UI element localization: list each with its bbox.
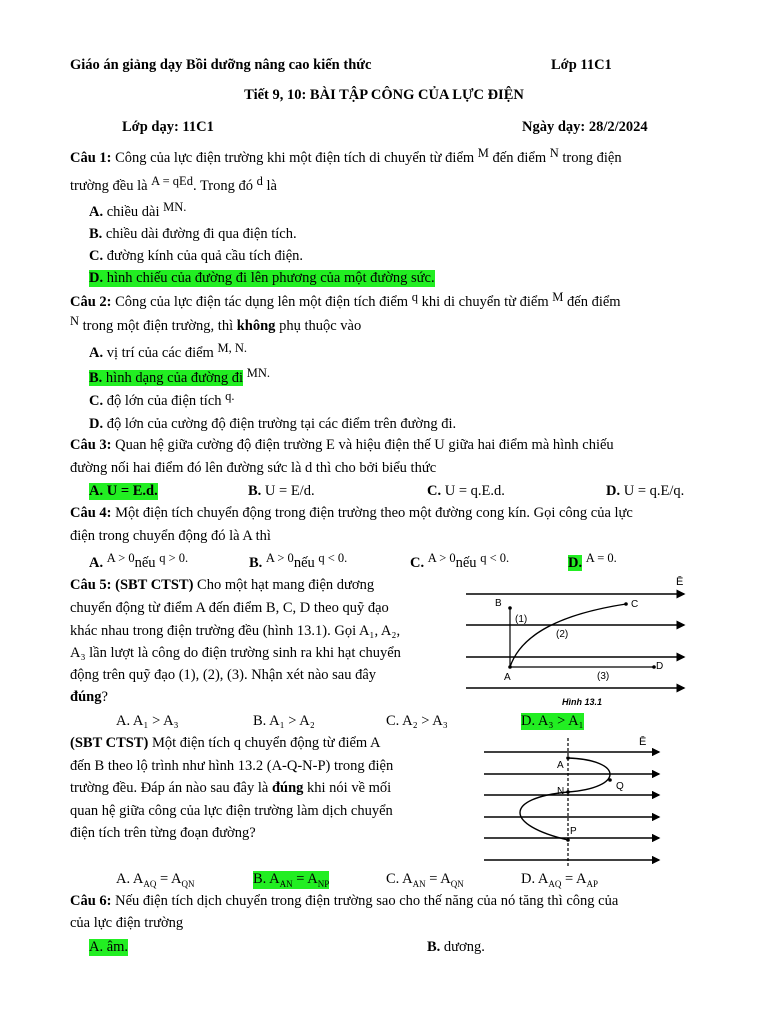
q6-option-a[interactable]: A. âm.: [89, 939, 129, 955]
q3-line1: Câu 3: Quan hệ giữa cường độ điện trường E và hiệu điện thế U giữa hai điểm mà hình chiếu: [70, 437, 614, 453]
fig1-label-e: Ē: [676, 576, 684, 588]
q1-option-d[interactable]: D. hình chiếu của đường đi lên phương của một đường sức.: [89, 270, 435, 286]
fig2-label-q: Q: [616, 781, 624, 792]
class-label: Lớp dạy: 11C1: [122, 119, 214, 135]
q4-option-a[interactable]: A. A > 0nếu q > 0.: [89, 551, 189, 571]
q2-option-c[interactable]: C. độ lớn của điện tích q.: [89, 389, 235, 409]
date-label: Ngày dạy: 28/2/2024: [522, 119, 648, 135]
q3-option-b[interactable]: B. U = E/d.: [248, 483, 315, 499]
q3-line2: đường nối hai điểm đó lên đường sức là d thì cho bởi biểu thức: [70, 460, 437, 476]
fig2-label-p: P: [570, 826, 577, 837]
q5b-option-c[interactable]: C. $A_{AN} = A_{QN}$: [386, 871, 464, 889]
q1-line1: Câu 1: Công của lực điện trường khi một điện tích di chuyển từ điểm M đến điểm N trong điện: [70, 146, 622, 166]
fig2-label-a: A: [557, 760, 564, 771]
q4-option-c[interactable]: C. A > 0nếu q < 0.: [410, 551, 510, 571]
q5-option-c[interactable]: C. A₂ > A₃: [386, 713, 448, 729]
fig2-label-n: N: [557, 786, 565, 797]
q5-option-b[interactable]: B. A₁ > A₂: [253, 713, 315, 729]
q5b-option-a[interactable]: A. $A_{AQ} = A_{QN}$: [116, 871, 195, 889]
fig1-label-a: A: [504, 672, 511, 683]
fig1-label-c: C: [631, 599, 639, 610]
q3-option-c[interactable]: C. U = q.E.d.: [427, 483, 505, 499]
q4-option-b[interactable]: B. A > 0nếu q < 0.: [249, 551, 348, 571]
q6-line1: Câu 6: Nếu điện tích dịch chuyển trong điện trường sao cho thế năng của nó tăng thì công của: [70, 893, 619, 909]
q3-option-a[interactable]: A. U = E.d.: [89, 483, 158, 499]
q5-option-a[interactable]: A. A₁ > A₃: [116, 713, 179, 729]
header-right: Lớp 11C1: [551, 57, 612, 73]
figure-13-1: [466, 574, 696, 710]
q1-line2: trường đều là A = qEd. Trong đó d là: [70, 174, 277, 194]
q5-line2: chuyển động từ điểm A đến điểm B, C, D theo quỹ đạo: [70, 600, 389, 616]
q4-option-d[interactable]: D. A = 0.: [568, 551, 617, 571]
q5-line3: khác nhau trong điện trường đều (hình 13.1). Gọi A₁, A₂,: [70, 623, 401, 639]
q5-line1: Câu 5: (SBT CTST) Cho một hạt mang điện dương: [70, 577, 375, 593]
fig1-label-d: D: [656, 661, 664, 672]
q2-line2: N trong một điện trường, thì không phụ thuộc vào: [70, 314, 362, 334]
q2-option-d[interactable]: D. độ lớn của cường độ điện trường tại các điểm trên đường đi.: [89, 416, 457, 432]
fig1-label-b: B: [495, 598, 502, 609]
q1-option-a[interactable]: A. chiều dài MN.: [89, 200, 187, 220]
fig1-path-1: (1): [515, 614, 528, 625]
q1-option-b[interactable]: B. chiều dài đường đi qua điện tích.: [89, 226, 297, 242]
q5-line5: động trên quỹ đạo (1), (2), (3). Nhận xét nào sau đây: [70, 667, 377, 683]
fig2-label-e: Ē: [639, 736, 647, 748]
fig1-path-3: (3): [597, 671, 610, 682]
q2-line1: Câu 2: Công của lực điện tác dụng lên một điện tích điểm q khi di chuyển từ điểm M đến điểm: [70, 290, 621, 310]
header-left: Giáo án giảng dạy Bồi dưỡng nâng cao kiến thức: [70, 57, 372, 73]
q5-line6: đúng?: [70, 689, 108, 705]
q1-option-c[interactable]: C. đường kính của quả cầu tích điện.: [89, 248, 304, 264]
q4-line1: Câu 4: Một điện tích chuyển động trong điện trường theo một đường cong kín. Gọi công của lực: [70, 505, 633, 521]
q5b-line1: (SBT CTST) Một điện tích q chuyển động từ điểm A: [70, 735, 381, 751]
q3-option-d[interactable]: D. U = q.E/q.: [606, 483, 685, 499]
q5b-option-b[interactable]: B. $A_{AN} = A_{NP}$: [253, 871, 330, 889]
q5b-line3: trường đều. Đáp án nào sau đây là đúng khi nói về mối: [70, 780, 392, 796]
figure-13-2: [484, 730, 664, 870]
page-title: Tiết 9, 10: BÀI TẬP CÔNG CỦA LỰC ĐIỆN: [244, 87, 524, 103]
q5b-line2: đến B theo lộ trình như hình 13.2 (A-Q-N-P) trong điện: [70, 758, 394, 774]
q6-option-b[interactable]: B. dương.: [427, 939, 485, 955]
q5b-option-d[interactable]: D. $A_{AQ} = A_{AP}$: [521, 871, 599, 889]
fig1-path-2: (2): [556, 629, 569, 640]
q5-line4: A₃ lần lượt là công do điện trường sinh ra khi hạt chuyển: [70, 645, 401, 661]
q5-option-d[interactable]: D. A₃ > A₁: [521, 713, 584, 729]
q2-option-b[interactable]: B. hình dạng của đường đi MN.: [89, 366, 270, 386]
q6-line2: của lực điện trường: [70, 915, 184, 931]
q5b-line5: điện tích trên từng đoạn đường?: [70, 825, 256, 841]
q5b-line4: quan hệ giữa công của lực điện trường làm dịch chuyển: [70, 803, 393, 819]
fig1-caption: Hình 13.1: [562, 697, 603, 707]
q4-line2: điện trong chuyển động đó là A thì: [70, 528, 271, 544]
q2-option-a[interactable]: A. vị trí của các điểm M, N.: [89, 341, 247, 361]
